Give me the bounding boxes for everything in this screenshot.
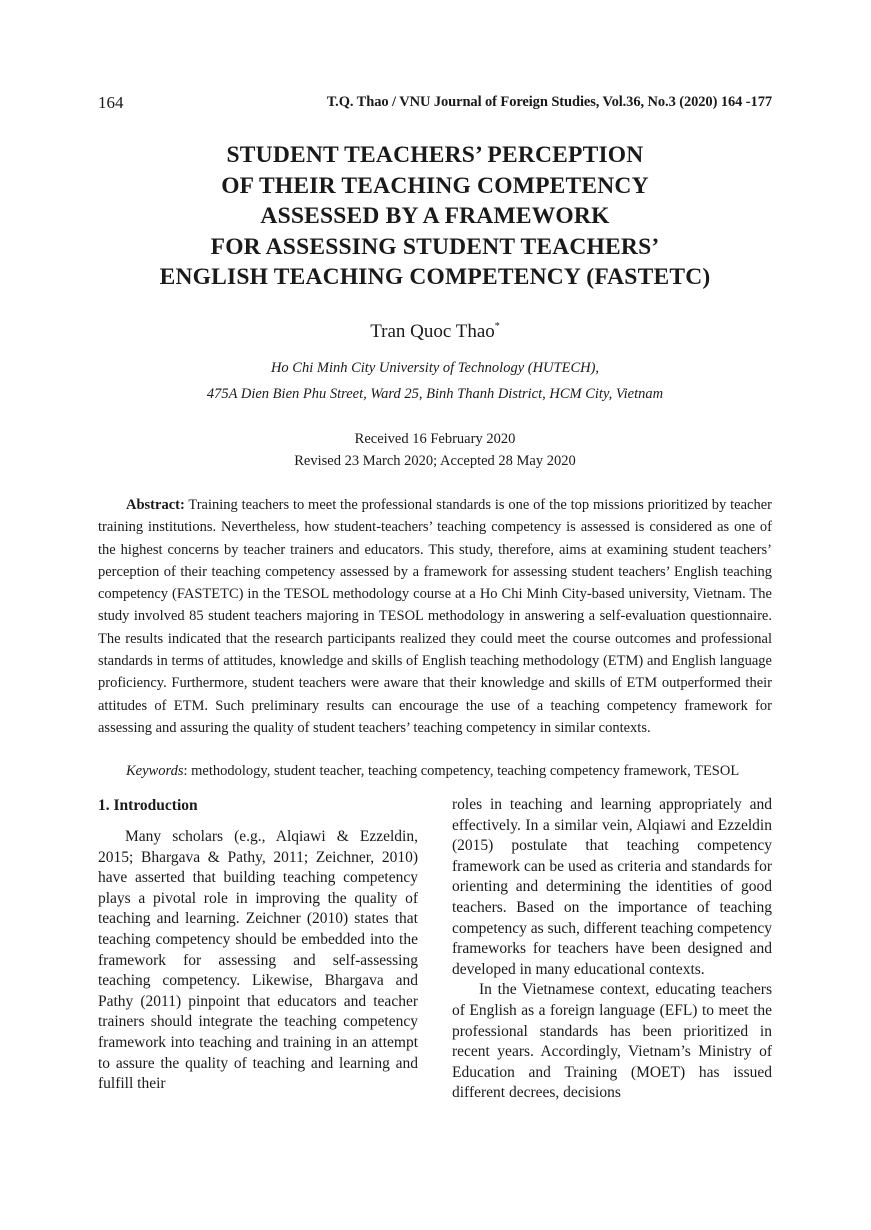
body-column-right [452,795,772,1104]
keywords-text: : methodology, student teacher, teaching competency, teaching competency framework, TESOL [183,763,740,779]
body-paragraph: Many scholars (e.g., Alqiawi & Ezzeldin, 2015; Bhargava & Pathy, 2011; Zeichner, 2010) have asserted that building teaching competency plays a pivotal role in improving the quality of teaching and learning. Zeichner (2010) states that teaching competency should be embedded into the framework for assessing and self-assessing teaching competency. Likewise, Bhargava and Pathy (2011) pinpoint that educators and teacher trainers should integrate the teaching competency framework into teaching and training in an attempt to assure the quality of teaching and learning and fulfill their [98,828,418,1093]
abstract [98,494,772,739]
title-line: FOR ASSESSING STUDENT TEACHERS’ [210,233,660,260]
abstract-text: Training teachers to meet the professional standards is one of the top missions prioritized by teacher training institutions. Nevertheless, how student-teachers’ teaching competency is assessed is considered as one of the highest concerns by teacher trainers and educators. This study, therefore, aims at examining student teachers’ perception of their teaching competency assessed by a framework for assessing student teachers’ English teaching competency (FASTETC) in the TESOL methodology course at a Ho Chi Minh City-based university, Vietnam. The study involved 85 student teachers majoring in TESOL methodology in answering a self-evaluation questionnaire. The results indicated that the research participants realized they could meet the course outcomes and professional standards in terms of attitudes, knowledge and skills of English teaching methodology (ETM) and English language proficiency. Furthermore, student teachers were aware that their knowledge and skills of ETM outperformed their attitudes of ETM. Such preliminary results can encourage the use of a teaching competency framework for assessing and assuring the quality of student teachers’ teaching competency in similar contexts. [98,497,772,736]
article-title [98,140,772,293]
received-date: Received 16 February 2020 [354,431,516,447]
title-line: OF THEIR TEACHING COMPETENCY [221,172,649,199]
title-line: ASSESSED BY A FRAMEWORK [260,203,610,229]
body-paragraph-continued: roles in teaching and learning appropriately and effectively. In a similar vein, Alqiawi and Ezzeldin (2015) postulate that teaching competency framework can be used as criteria and standards for orienting and determining the identities of good teachers. Based on the importance of teaching competency as such, different teaching competency frameworks for teachers have been designed and developed in many educational contexts. [452,796,772,978]
affiliation-address: 475A Dien Bien Phu Street, Ward 25, Binh Thanh District, HCM City, Vietnam [206,386,664,402]
keywords-label: Keywords [126,763,184,779]
body-paragraph: In the Vietnamese context, educating teachers of English as a foreign language (EFL) to meet the professional standards has been prioritized in recent years. Accordingly, Vietnam’s Ministry of Education and Training (MOET) has issued different decrees, decisions [452,981,772,1102]
author-affiliation [98,355,772,407]
submission-dates [98,428,772,472]
journal-reference: T.Q. Thao / VNU Journal of Foreign Studies, Vol.36, No.3 (2020) 164 -177 [326,94,772,110]
abstract-label: Abstract: [126,497,185,513]
author-line [98,321,772,343]
section-heading-introduction: 1. Introduction [98,797,198,814]
running-header [98,93,772,115]
body-column-left [98,795,418,1095]
keywords [98,760,772,782]
author-name: Tran Quoc Thao [370,321,495,342]
author-footnote-marker: * [494,321,500,332]
title-line: ENGLISH TEACHING COMPETENCY (FASTETC) [159,264,711,290]
affiliation-institution: Ho Chi Minh City University of Technology (HUTECH), [270,360,600,376]
page-number: 164 [98,93,124,112]
revised-accepted-date: Revised 23 March 2020; Accepted 28 May 2020 [294,453,576,469]
title-line: STUDENT TEACHERS’ PERCEPTION [226,142,644,168]
